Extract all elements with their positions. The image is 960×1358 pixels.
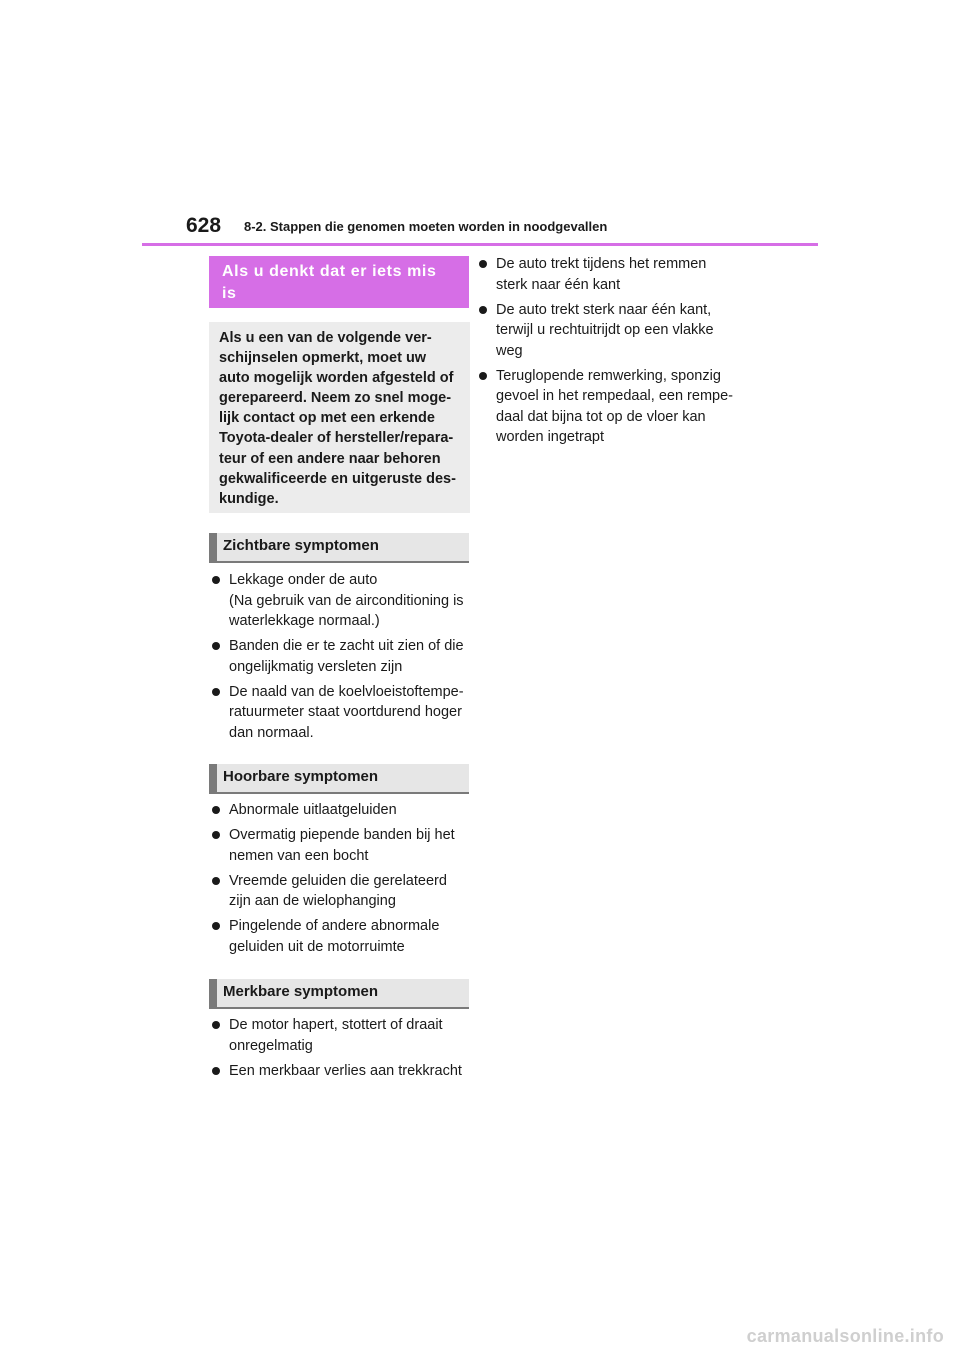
list-item: Overmatig piepende banden bij het nemen van een bocht xyxy=(211,825,473,866)
list-item: Banden die er te zacht uit zien of die ongelijkmatig versleten zijn xyxy=(211,636,473,677)
list-item: Vreemde geluiden die gerelateerd zijn aan de wielophanging xyxy=(211,871,473,912)
intro-line: teur of een andere naar behoren xyxy=(219,450,441,467)
intro-line: schijnselen opmerkt, moet uw xyxy=(219,350,427,367)
intro-line: Als u een van de volgende ver- xyxy=(219,330,432,346)
list-item: Teruglopende remwerking, sponzig gevoel in het rempedaal, een rempe- daal dat bijna tot op de vloer kan worden ingetrapt xyxy=(478,366,768,448)
noticeable-symptoms-list xyxy=(211,1015,473,1086)
intro-line: kundige. xyxy=(219,490,279,507)
list-item: Een merkbaar verlies aan trekkracht xyxy=(211,1061,473,1082)
right-column-list xyxy=(478,254,768,452)
intro-line: lijk contact op met een erkende xyxy=(219,410,435,427)
list-item: Pingelende of andere abnormale geluiden uit de motorruimte xyxy=(211,916,473,957)
intro-line: Toyota-dealer of hersteller/repara- xyxy=(219,430,454,447)
title-line: Als u denkt dat er iets mis xyxy=(222,263,437,280)
noticeable-symptoms-heading: Merkbare symptomen xyxy=(209,979,469,1009)
watermark: carmanualsonline.info xyxy=(746,1326,944,1346)
audible-symptoms-heading: Hoorbare symptomen xyxy=(209,764,469,794)
list-item: Abnormale uitlaatgeluiden xyxy=(211,800,473,821)
page-number: 628 xyxy=(186,214,222,237)
intro-notice xyxy=(209,322,470,513)
title-line: is xyxy=(222,285,237,302)
visible-symptoms-heading: Zichtbare symptomen xyxy=(209,533,469,563)
list-item: De auto trekt tijdens het remmen sterk naar één kant xyxy=(478,254,768,295)
page-title xyxy=(209,256,469,308)
list-item: De naald van de koelvloeistoftempe- ratuurmeter staat voortdurend hoger dan normaal. xyxy=(211,682,473,744)
list-item: De auto trekt sterk naar één kant, terwijl u rechtuitrijdt op een vlakke weg xyxy=(478,300,768,362)
list-item: Lekkage onder de auto (Na gebruik van de airconditioning is waterlekkage normaal.) xyxy=(211,570,473,632)
visible-symptoms-list xyxy=(211,570,473,748)
intro-line: gekwalificeerde en uitgeruste des- xyxy=(219,470,456,487)
audible-symptoms-list xyxy=(211,800,473,962)
list-item: De motor hapert, stottert of draait onregelmatig xyxy=(211,1015,473,1056)
section-header: 8-2. Stappen die genomen moeten worden in noodgevallen xyxy=(244,219,608,234)
intro-line: gerepareerd. Neem zo snel moge- xyxy=(219,390,452,407)
intro-line: auto mogelijk worden afgesteld of xyxy=(219,370,454,387)
header-divider xyxy=(142,243,818,246)
